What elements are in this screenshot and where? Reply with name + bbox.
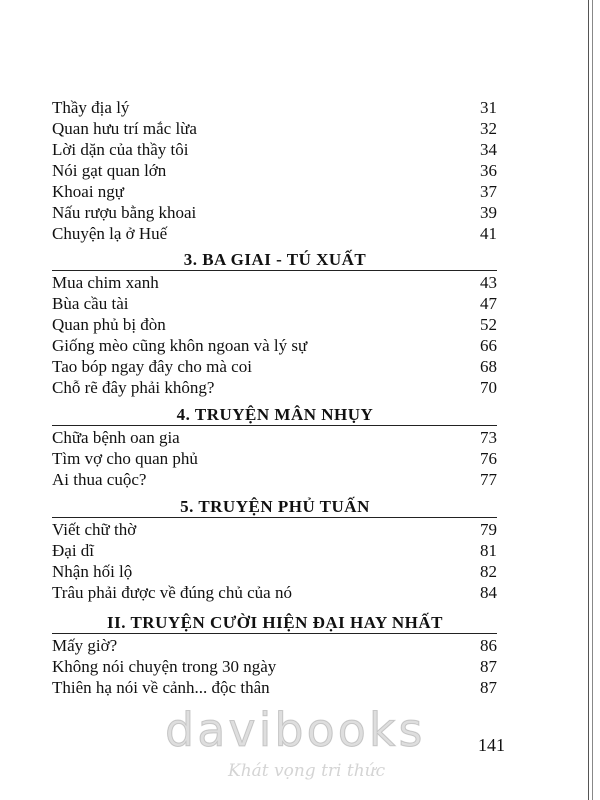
- section-divider: [52, 633, 497, 634]
- toc-entry-title: Đại dĩ: [52, 541, 95, 560]
- toc-entry-page: 77: [480, 470, 497, 489]
- toc-entry-page: 86: [480, 636, 497, 655]
- toc-entry: [52, 272, 497, 294]
- toc-entry: [52, 356, 497, 378]
- toc-entry-title: Không nói chuyện trong 30 ngày: [52, 657, 277, 676]
- toc-entry-title: Thầy địa lý: [52, 98, 130, 117]
- toc-entry: [52, 314, 497, 336]
- toc-entry-title: Chữa bệnh oan gia: [52, 428, 180, 447]
- toc-entry-title: Mua chim xanh: [52, 273, 159, 292]
- toc-entry-title: Trâu phải được về đúng chủ của nó: [52, 583, 292, 602]
- toc-entry: [52, 202, 497, 224]
- toc-entry-title: Giống mèo cũng khôn ngoan và lý sự: [52, 336, 308, 355]
- toc-entry: [52, 377, 497, 399]
- toc-entry-page: 32: [480, 119, 497, 138]
- toc-entry: [52, 335, 497, 357]
- page-number: 141: [478, 735, 505, 755]
- section-heading: 5. TRUYỆN PHỦ TUẤN: [180, 497, 370, 516]
- toc-entry: [52, 223, 497, 245]
- section-heading: 3. BA GIAI - TÚ XUẤT: [183, 250, 367, 269]
- toc-entry-page: 87: [480, 657, 497, 676]
- toc-entry: [52, 139, 497, 161]
- toc-entry-title: Ai thua cuộc?: [52, 470, 147, 489]
- toc-entry-title: Thiên hạ nói về cảnh... độc thân: [52, 678, 270, 697]
- watermark-logo: davibooks: [165, 703, 426, 757]
- toc-entry: [52, 677, 497, 699]
- toc-entry-page: 34: [480, 140, 497, 159]
- toc-entry-page: 43: [480, 273, 497, 292]
- toc-entry-page: 79: [480, 520, 497, 539]
- toc-entry: [52, 293, 497, 315]
- toc-entry-title: Mấy giờ?: [52, 636, 118, 655]
- toc-entry-page: 70: [480, 378, 497, 397]
- toc-entry-page: 81: [480, 541, 497, 560]
- watermark-tagline: Khát vọng tri thức: [228, 761, 386, 781]
- toc-entry: [52, 118, 497, 140]
- toc-entry-page: 39: [480, 203, 497, 222]
- section-divider: [52, 517, 497, 518]
- toc-entry: [52, 635, 497, 657]
- toc-entry-page: 52: [480, 315, 497, 334]
- toc-entry: [52, 448, 497, 470]
- toc-entry-page: 68: [480, 357, 497, 376]
- section-divider: [52, 270, 497, 271]
- toc-entry-title: Chuyện lạ ở Huế: [52, 224, 168, 243]
- toc-entry: [52, 160, 497, 182]
- toc-entry: [52, 656, 497, 678]
- toc-entry: [52, 427, 497, 449]
- page-edge-line: [592, 0, 593, 800]
- toc-entry: [52, 519, 497, 541]
- section-divider: [52, 425, 497, 426]
- toc-entry-page: 76: [480, 449, 497, 468]
- toc-entry: [52, 561, 497, 583]
- toc-entry: [52, 582, 497, 604]
- toc-entry-page: 41: [480, 224, 497, 243]
- toc-entry-page: 37: [480, 182, 497, 201]
- toc-entry: [52, 181, 497, 203]
- toc-entry-title: Nhận hối lộ: [52, 562, 133, 581]
- toc-entry-title: Nấu rượu bằng khoai: [52, 203, 197, 222]
- toc-entry: [52, 97, 497, 119]
- toc-entry: [52, 540, 497, 562]
- toc-entry-page: 84: [480, 583, 497, 602]
- toc-entry-title: Lời dặn của thầy tôi: [52, 140, 189, 159]
- toc-entry-title: Tìm vợ cho quan phủ: [52, 449, 198, 468]
- toc-entry-title: Quan phủ bị đòn: [52, 315, 166, 334]
- toc-entry-page: 87: [480, 678, 497, 697]
- toc-entry-page: 66: [480, 336, 497, 355]
- toc-entry-title: Bùa cầu tài: [52, 294, 129, 313]
- toc-entry-page: 36: [480, 161, 497, 180]
- toc-entry-page: 73: [480, 428, 497, 447]
- toc-entry-title: Tao bóp ngay đây cho mà coi: [52, 357, 252, 376]
- toc-entry: [52, 469, 497, 491]
- page-edge-line: [588, 0, 589, 800]
- section-heading: 4. TRUYỆN MÂN NHỤY: [176, 405, 374, 424]
- toc-entry-title: Khoai ngự: [52, 182, 125, 201]
- toc-entry-title: Nói gạt quan lớn: [52, 161, 167, 180]
- toc-entry-page: 82: [480, 562, 497, 581]
- toc-entry-title: Quan hưu trí mắc lừa: [52, 119, 197, 138]
- toc-entry-page: 31: [480, 98, 497, 117]
- toc-entry-title: Chỗ rẽ đây phải không?: [52, 378, 215, 397]
- toc-entry-title: Viết chữ thờ: [52, 520, 137, 539]
- toc-entry-page: 47: [480, 294, 497, 313]
- section-heading: II. TRUYỆN CƯỜI HIỆN ĐẠI HAY NHẤT: [107, 613, 443, 632]
